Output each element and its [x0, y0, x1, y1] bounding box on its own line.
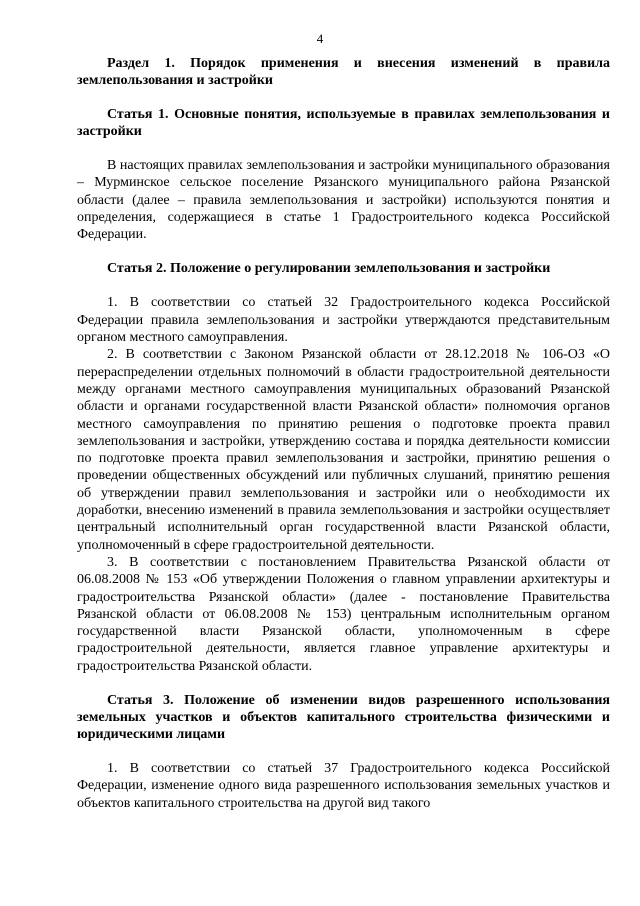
section-title: Раздел 1. Порядок применения и внесения изменений в правила землепользования и застройки: [77, 56, 610, 88]
spacer: [77, 743, 610, 760]
article-1-title: Статья 1. Основные понятия, используемые в правилах землепользования и застройки: [77, 107, 610, 139]
spacer: [77, 140, 610, 157]
article-3-paragraph-1: 1. В соответствии со статьей 37 Градостроительного кодекса Российской Федерации, изменение одного вида разрешенного использования земельных участков и объектов капитального строительства на другой вид такого: [77, 761, 610, 811]
page-number: 4: [316, 31, 324, 46]
spacer: [77, 675, 610, 692]
spacer: [77, 89, 610, 106]
article-2-paragraph-3: 3. В соответствии с постановлением Правительства Рязанской области от 06.08.2008 № 153 «Об утверждении Положения о главном управлении архитектуры и градостроительства Рязанской области» (далее - постановление Правительства Рязанской области от 06.08.2008 № 153) центральным исполнительным органом государственной власти Рязанской области, уполномоченным в сфере градостроительной деятельности, является главное управление архитектуры и градостроительства Рязанской области.: [77, 554, 610, 674]
spacer: [77, 277, 610, 294]
article-2-paragraph-1: 1. В соответствии со статьей 32 Градостроительного кодекса Российской Федерации правила землепользования и застройки утверждаются представительным органом местного самоуправления.: [77, 295, 610, 346]
spacer: [77, 243, 610, 260]
article-2-title: Статья 2. Положение о регулировании землепользования и застройки: [107, 261, 551, 277]
article-2-paragraph-2: 2. В соответствии с Законом Рязанской области от 28.12.2018 № 106-ОЗ «О перераспределении отдельных полномочий в области градостроительной деятельности между органами местного самоуправления муниципальных образований Рязанской области и органами государственной власти Рязанской области» полномочия органов местного самоуправления по принятию решения о подготовке проекта правил землепользования и застройки, утверждению состава и порядка деятельности комиссии по подготовке проекта правил землепользования и застройки, принятию решения о проведении общественных обсуждений или публичных слушаний, принятию решения об утверждении правил землепользования и застройки или о необходимости их доработки, внесению изменений в правила землепользования и застройки осуществляет центральный исполнительный орган государственной власти Рязанской области, уполномоченный в сфере градостроительной деятельности.: [77, 347, 610, 553]
article-1-paragraph: В настоящих правилах землепользования и застройки муниципального образования – Мурминское сельское поселение Рязанского муниципального района Рязанской области (далее – правила землепользования и застройки) используются понятия и определения, содержащиеся в статье 1 Градостроительного кодекса Российской Федерации.: [77, 158, 610, 243]
document-body: [77, 55, 610, 812]
article-3-title: Статья 3. Положение об изменении видов разрешенного использования земельных участков и объектов капитального строительства физическими и юридическими лицами: [77, 693, 610, 743]
